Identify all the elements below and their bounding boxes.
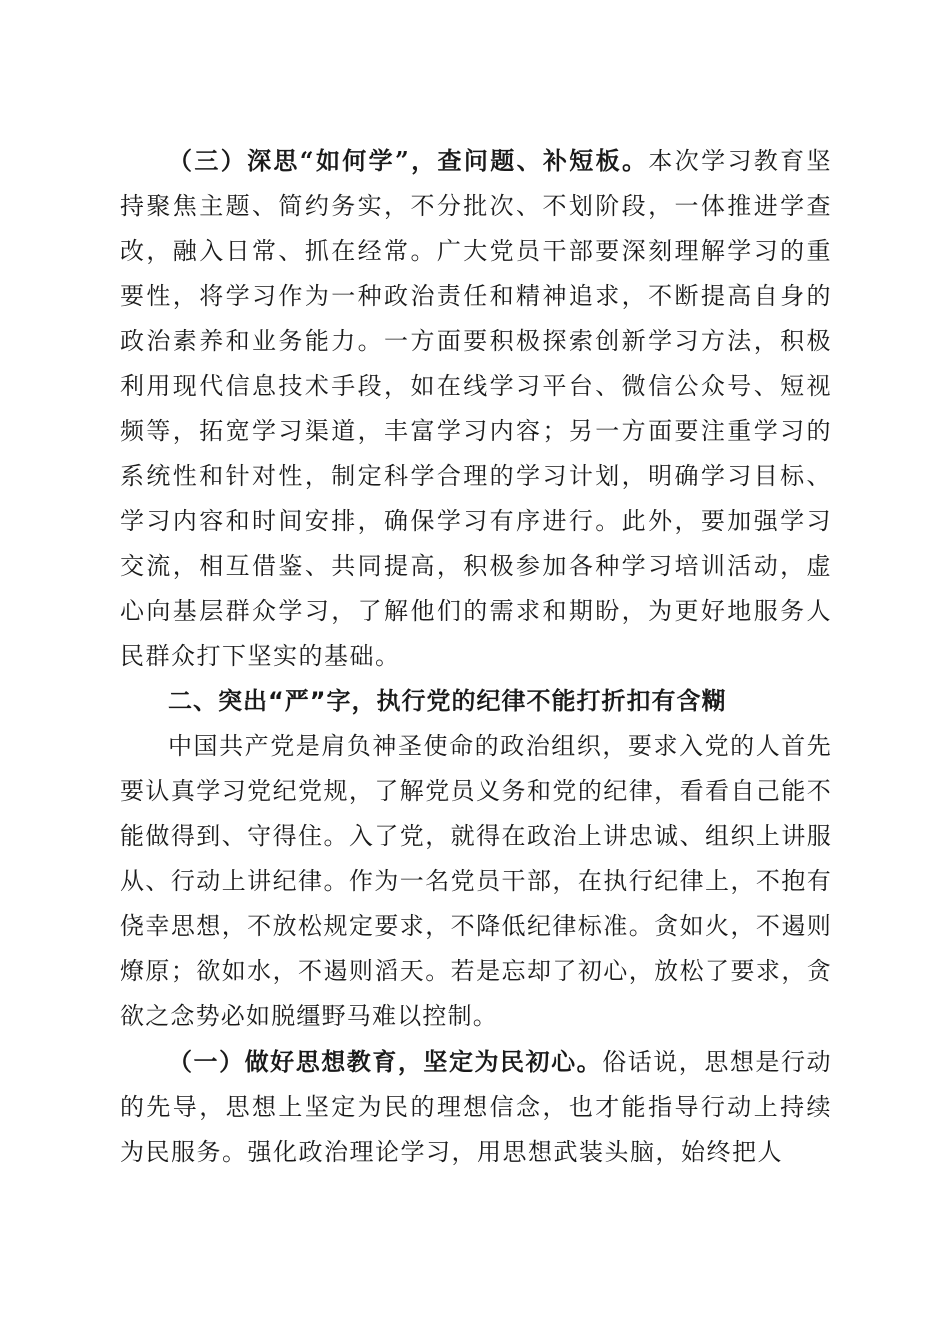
subsection-lead-3: （三）深思“如何学”，查问题、补短板。 (168, 146, 649, 175)
paragraph-study-methods (120, 138, 832, 679)
paragraph-ideological-education (120, 1039, 832, 1175)
subsection-lead-1: （一）做好思想教育，坚定为民初心。 (168, 1047, 603, 1076)
paragraph-party-discipline: 中国共产党是肩负神圣使命的政治组织，要求入党的人首先要认真学习党纪党规，了解党员义务和党的纪律，看看自己能不能做得到、守得住。入了党，就得在政治上讲忠诚、组织上讲服从、行动上讲纪律。作为一名党员干部，在执行纪律上，不抱有侥幸思想，不放松规定要求，不降低纪律标准。贪如火，不遏则燎原；欲如水，不遏则滔天。若是忘却了初心，放松了要求，贪欲之念势必如脱缰野马难以控制。 (120, 732, 832, 1030)
paragraph-text: 本次学习教育坚持聚焦主题、简约务实，不分批次、不划阶段，一体推进学查改，融入日常、抓在经常。广大党员干部要深刻理解学习的重要性，将学习作为一种政治责任和精神追求，不断提高自身的政治素养和业务能力。一方面要积极探索创新学习方法，积极利用现代信息技术手段，如在线学习平台、微信公众号、短视频等，拓宽学习渠道，丰富学习内容；另一方面要注重学习的系统性和针对性，制定科学合理的学习计划，明确学习目标、学习内容和时间安排，确保学习有序进行。此外，要加强学习交流，相互借鉴、共同提高，积极参加各种学习培训活动，虚心向基层群众学习，了解他们的需求和期盼，为更好地服务人民群众打下坚实的基础。 (120, 147, 833, 670)
document-body (120, 138, 832, 1175)
section-heading-2: 二、突出“严”字，执行党的纪律不能打折扣有含糊 (168, 687, 727, 715)
paragraph-text: 俗话说，思想是行动的先导，思想上坚定为民的理想信念，也才能指导行动上持续为民服务。强化政治理论学习，用思想武装头脑，始终把人 (120, 1048, 833, 1166)
